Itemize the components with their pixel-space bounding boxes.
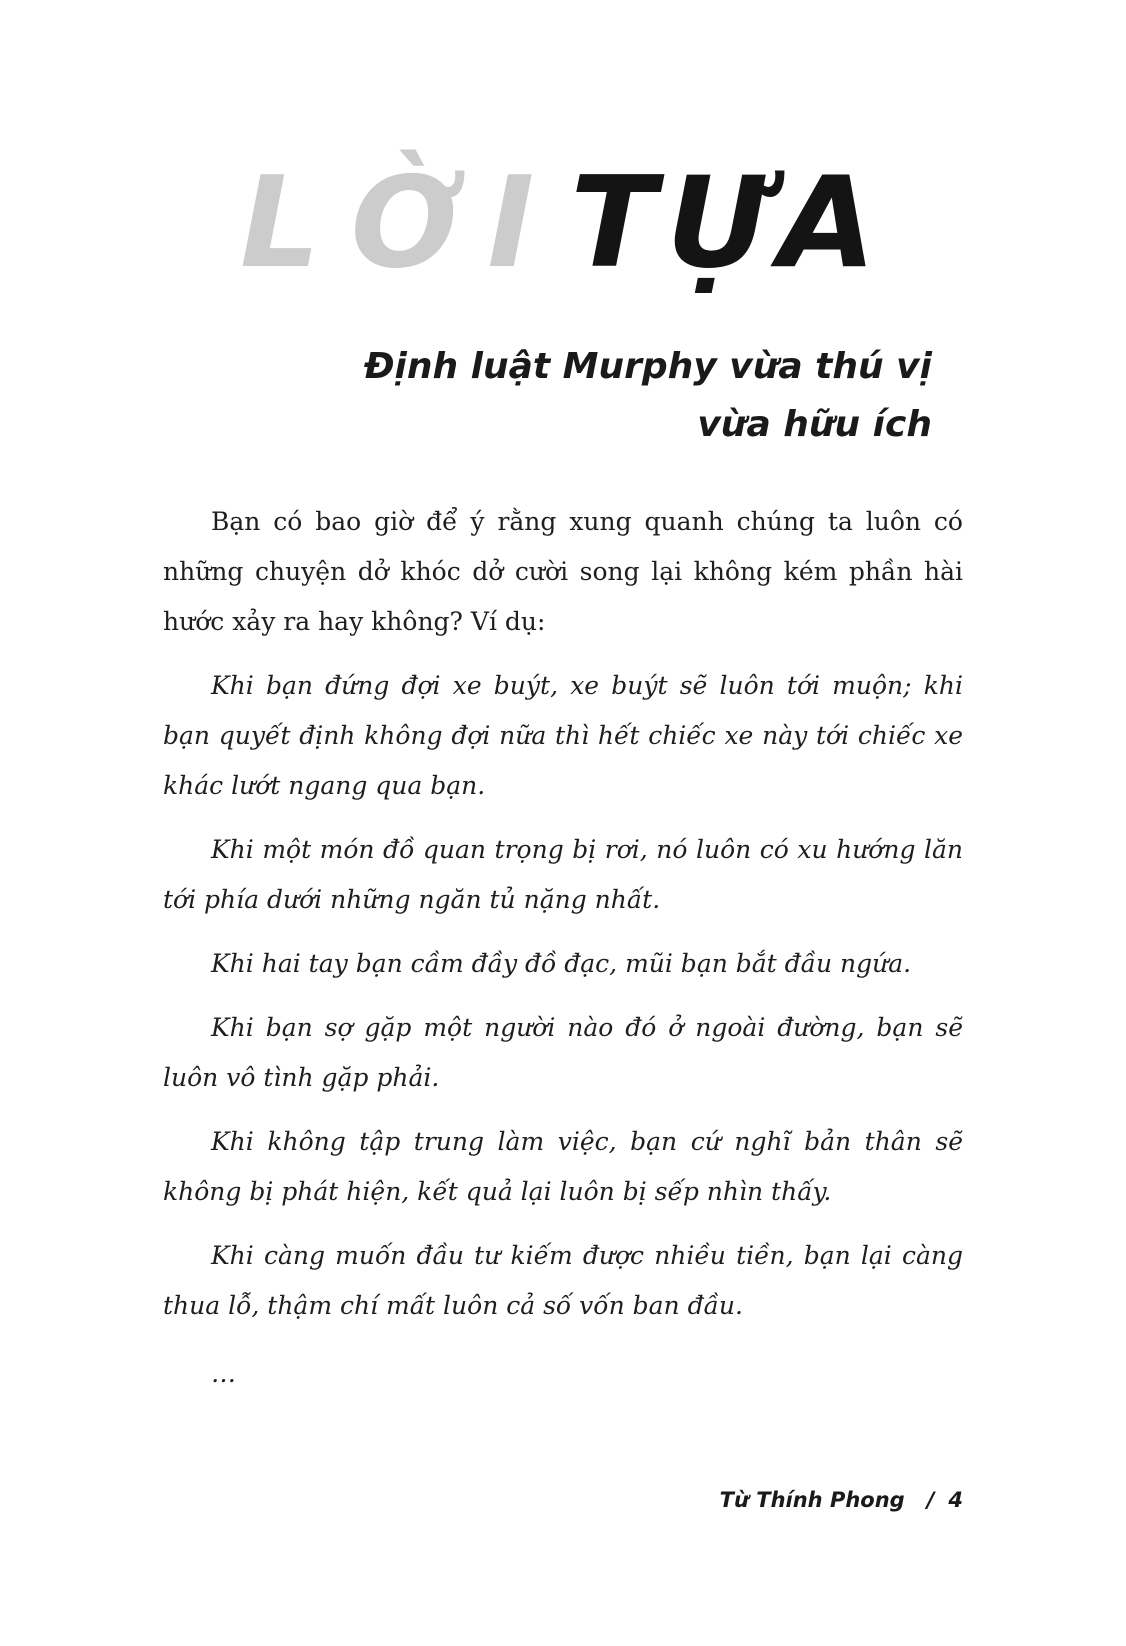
footer-separator: / bbox=[926, 1488, 935, 1512]
example-paragraph: Khi càng muốn đầu tư kiếm được nhiều tiền, bạn lại càng thua lỗ, thậm chí mất luôn cả số vốn ban đầu. bbox=[163, 1241, 963, 1320]
example-paragraph: Khi hai tay bạn cầm đầy đồ đạc, mũi bạn bắt đầu ngứa. bbox=[211, 949, 912, 978]
page-footer bbox=[720, 1488, 963, 1512]
intro-paragraph: Bạn có bao giờ để ý rằng xung quanh chúng ta luôn có những chuyện dở khóc dở cười song lại không kém phần hài hước xảy ra hay không? Ví dụ: bbox=[163, 507, 963, 636]
page-number: 4 bbox=[948, 1488, 963, 1512]
example-paragraph: Khi bạn đứng đợi xe buýt, xe buýt sẽ luôn tới muộn; khi bạn quyết định không đợi nữa thì hết chiếc xe này tới chiếc xe khác lướt ngang qua bạn. bbox=[163, 671, 963, 800]
heading-light-word: LỜI bbox=[239, 149, 565, 296]
chapter-heading bbox=[0, 149, 1126, 296]
ellipsis-paragraph: … bbox=[211, 1359, 236, 1388]
example-paragraph: Khi không tập trung làm việc, bạn cứ nghĩ bản thân sẽ không bị phát hiện, kết quả lại luôn bị sếp nhìn thấy. bbox=[163, 1127, 963, 1206]
heading-dark-word: TỰA bbox=[570, 149, 887, 296]
subtitle-line-1: Định luật Murphy vừa thú vị bbox=[364, 346, 932, 387]
chapter-subtitle bbox=[232, 338, 932, 454]
footer-author: Từ Thính Phong bbox=[719, 1488, 905, 1512]
example-paragraph: Khi một món đồ quan trọng bị rơi, nó luôn có xu hướng lăn tới phía dưới những ngăn tủ nặng nhất. bbox=[163, 835, 963, 914]
subtitle-line-2: vừa hữu ích bbox=[697, 404, 932, 445]
body-text bbox=[163, 497, 963, 1413]
example-paragraph: Khi bạn sợ gặp một người nào đó ở ngoài đường, bạn sẽ luôn vô tình gặp phải. bbox=[163, 1013, 963, 1092]
